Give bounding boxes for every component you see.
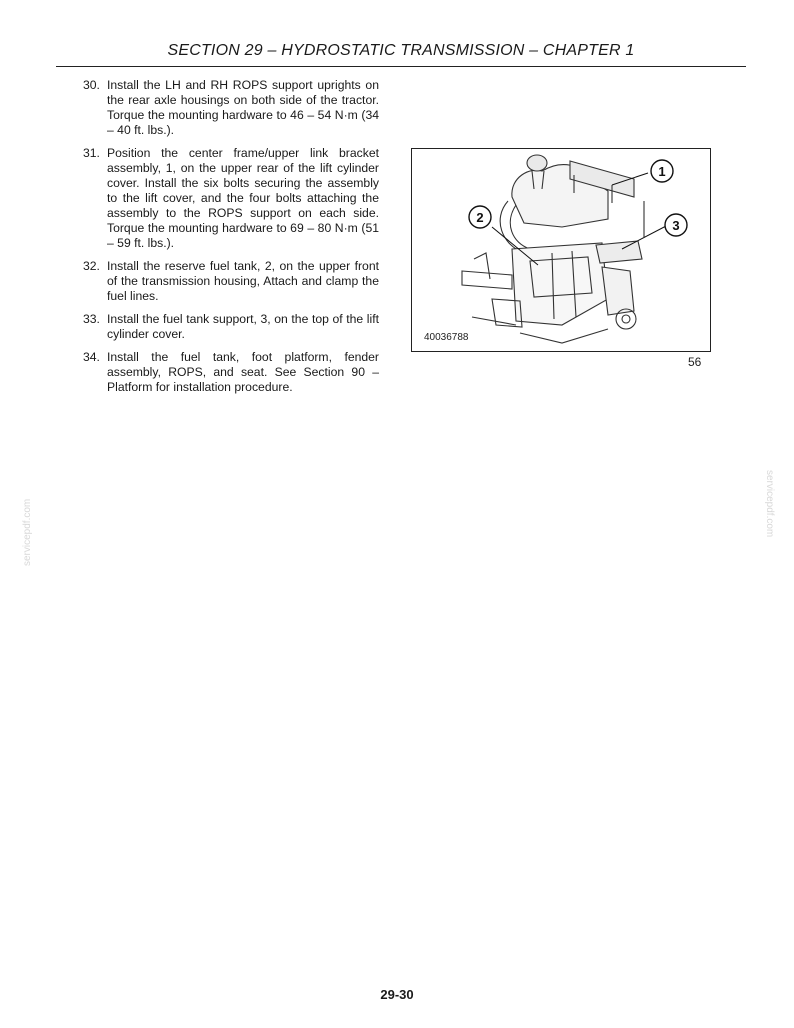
- header-rule: [56, 66, 746, 67]
- step-32: [83, 259, 379, 304]
- callout-1: [651, 160, 673, 182]
- step-33: [83, 312, 379, 342]
- step-number: 34.: [83, 350, 100, 364]
- step-number: 32.: [83, 259, 100, 273]
- watermark-left: servicepdf.com: [22, 498, 33, 566]
- step-text: Install the reserve fuel tank, 2, on the upper front of the transmission housing, Attach and clamp the fuel lines.: [107, 259, 379, 303]
- figure-number: 56: [688, 355, 702, 369]
- step-34: [83, 350, 379, 395]
- step-text: Install the LH and RH ROPS support uprights on the rear axle housings on both side of the tractor. Torque the mounting hardware to 46 – 54 N·m (34 – 40 ft. lbs.).: [107, 78, 379, 137]
- step-number: 31.: [83, 146, 100, 160]
- step-text: Install the fuel tank, foot platform, fender assembly, ROPS, and seat. See Section 90 – Platform for installation procedure.: [107, 350, 379, 394]
- callout-1-label: 1: [658, 164, 666, 179]
- watermark-right: servicepdf.com: [764, 470, 775, 538]
- step-text: Position the center frame/upper link bracket assembly, 1, on the upper rear of the lift cylinder cover. Install the six bolts securing the assembly to the lift cover, and the four bolts attaching the assembly to the ROPS support on each side. Torque the mounting hardware to 69 – 80 N·m (51 – 59 ft. lbs.).: [107, 146, 379, 250]
- step-number: 30.: [83, 78, 100, 92]
- figure-image-id: 40036788: [424, 332, 469, 343]
- section-header: SECTION 29 – HYDROSTATIC TRANSMISSION – CHAPTER 1: [167, 42, 635, 59]
- callout-2: [469, 206, 491, 228]
- step-text: Install the fuel tank support, 3, on the top of the lift cylinder cover.: [107, 312, 379, 341]
- procedure-steps: [83, 78, 379, 403]
- step-number: 33.: [83, 312, 100, 326]
- assembly-figure: [411, 148, 711, 352]
- callout-3: [665, 214, 687, 236]
- callout-2-label: 2: [476, 210, 484, 225]
- page-number: 29-30: [380, 987, 414, 1002]
- transmission-illustration: [412, 149, 710, 351]
- step-31: [83, 146, 379, 251]
- step-30: [83, 78, 379, 138]
- callout-3-label: 3: [672, 218, 680, 233]
